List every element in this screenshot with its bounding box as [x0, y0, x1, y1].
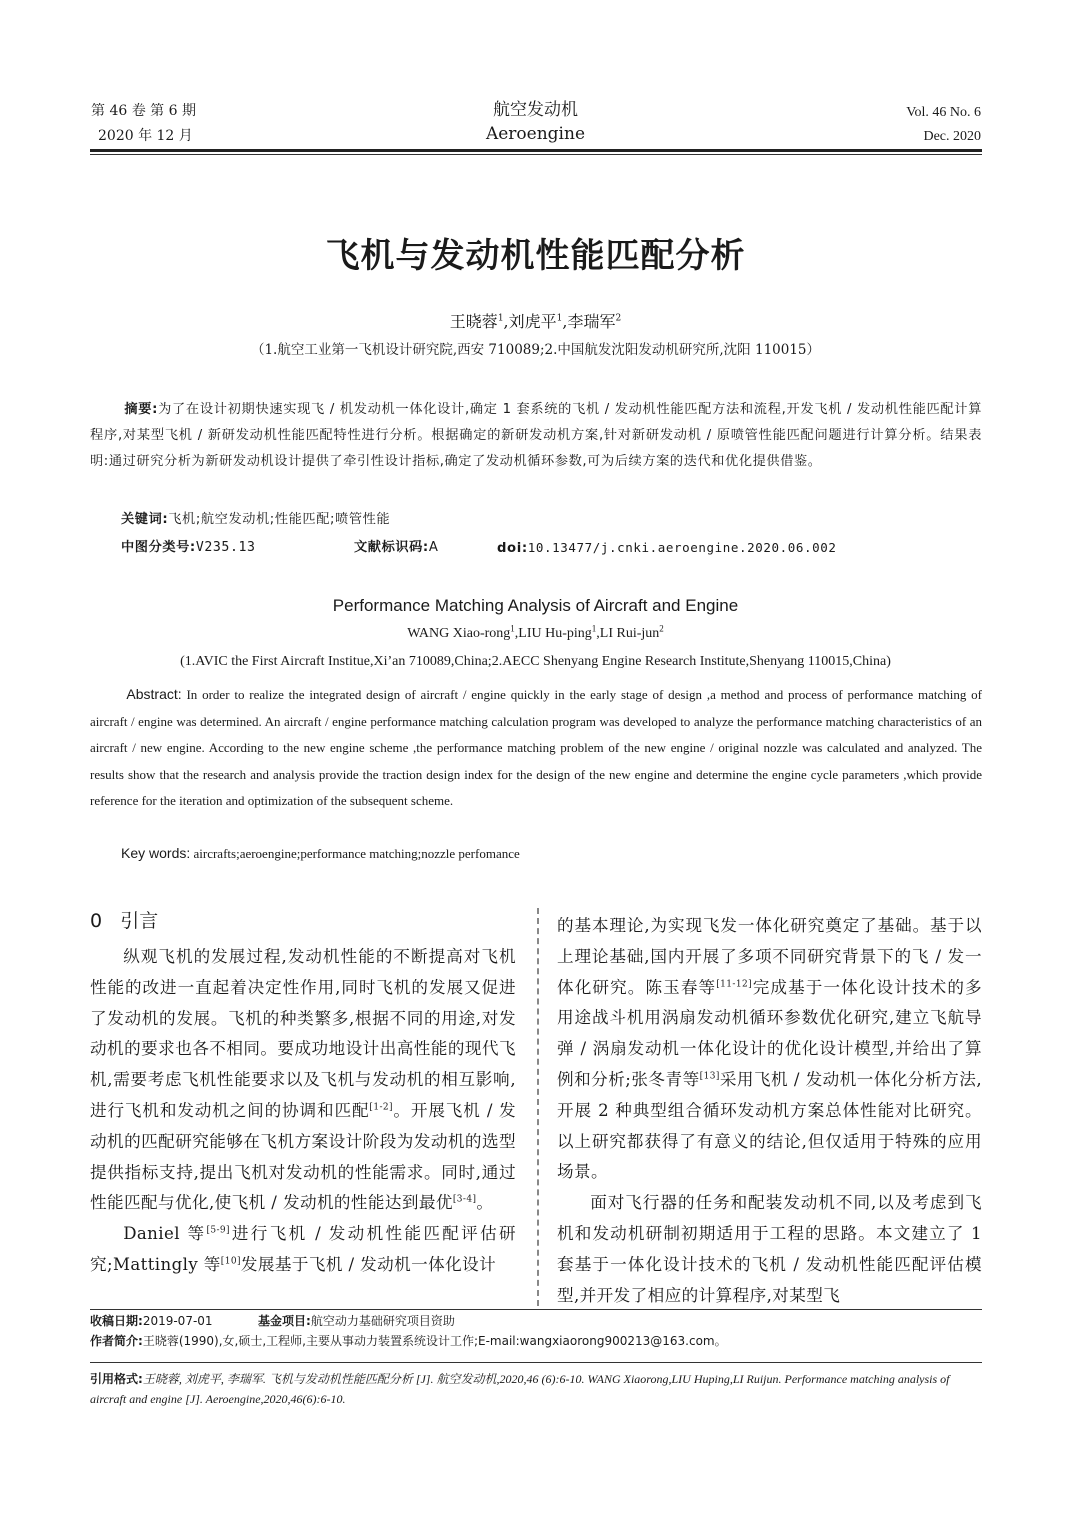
- citation-rule: [90, 1362, 982, 1363]
- body-left-column: [90, 942, 516, 1281]
- affiliations-en: (1.AVIC the First Aircraft Institue,Xi’an 710089,China;2.AECC Shenyang Engine Research Institute,Shenyang 110015,China): [180, 654, 891, 669]
- abstract-en: Abstract: In order to realize the integrated design of aircraft / engine quickly in the early stage of design ,a method and process of performance matching of aircraft / engine was determined. An aircraft / engine performance matching calculation program was developed to analyze the performance matching characteristics of an aircraft / new engine. According to the new engine scheme ,the performance matching problem of the new engine / original nozzle was calculated and analyzed. The results show that the research and analysis provide the traction design index for the design of the new engine and determine the engine cycle parameters ,which provide reference for the iteration and optimization of the subsequent scheme.: [90, 686, 982, 809]
- paragraph: 纵观飞机的发展过程,发动机性能的不断提高对飞机性能的改进一直起着决定性作用,同时飞机的发展又促进了发动机的发展。飞机的种类繁多,根据不同的用途,对发动机的要求也各不相同。要成功地设计出高性能的现代飞机,需要考虑飞机性能要求以及飞机与发动机的相互影响,进行飞机和发动机之间的协调和匹配[1-2]。开展飞机 / 发动机的匹配研究能够在飞机方案设计阶段为发动机的选型提供指标支持,提出飞机对发动机的性能需求。同时,通过性能匹配与优化,使飞机 / 发动机的性能达到最优[3-4]。: [90, 947, 516, 1213]
- abstract-cn: 摘要:为了在设计初期快速实现飞 / 机发动机一体化设计,确定 1 套系统的飞机 / 发动机性能匹配方法和流程,开发飞机 / 发动机性能匹配计算程序,对某型飞机 / 新研发动机性能匹配特性进行分析。根据确定的新研发动机方案,针对新研发动机 / 原喷管性能匹配问题进行计算分析。结果表明:通过研究分析为新研发动机设计提供了牵引性设计指标,确定了发动机循环参数,可为后续方案的迭代和优化提供借鉴。: [90, 402, 982, 469]
- received-date: 收稿日期:2019-07-01: [90, 1314, 213, 1328]
- affiliations-cn: （1.航空工业第一飞机设计研究院,西安 710089;2.中国航发沈阳发动机研究所,沈阳 110015）: [250, 342, 821, 358]
- clc-number: 中图分类号:V235.13: [121, 540, 256, 555]
- paragraph: Daniel 等[5-9]进行飞机 / 发动机性能匹配评估研究;Mattingly 等[10]发展基于飞机 / 发动机一体化设计: [90, 1224, 516, 1274]
- header-rule-thin: [90, 154, 982, 155]
- doi: doi:10.13477/j.cnki.aeroengine.2020.06.002: [497, 540, 837, 556]
- journal-month: Dec. 2020: [923, 129, 981, 144]
- keywords-en: Key words: aircrafts;aeroengine;performance matching;nozzle perfomance: [121, 845, 520, 861]
- journal-volume: Vol. 46 No. 6: [906, 105, 981, 120]
- keywords-cn: 关键词:飞机;航空发动机;性能匹配;喷管性能: [121, 512, 391, 527]
- journal-name-en: Aeroengine: [485, 124, 586, 144]
- citation: 引用格式:王晓蓉, 刘虎平, 李瑞军. 飞机与发动机性能匹配分析 [J]. 航空发动机,2020,46 (6):6-10. WANG Xiaorong,LIU Huping,LI Ruijun. Performance matching analysis of aircraft and engine [J]. Aeroengine,2020,46(6):6-10.: [90, 1372, 950, 1406]
- authors-cn: 王晓蓉$^1$,刘虎平$^1$,李瑞军$^2$: [449, 312, 622, 331]
- paper-title-en: Performance Matching Analysis of Aircraft and Engine: [332, 596, 739, 615]
- authors-en: WANG Xiao-rong$^1$,LIU Hu-ping$^1$,LI Rui-jun$^2$: [407, 623, 664, 641]
- paper-title-cn: 飞机与发动机性能匹配分析: [325, 236, 746, 276]
- fund-info: 基金项目:航空动力基础研究项目资助: [258, 1314, 455, 1328]
- paragraph: 的基本理论,为实现飞发一体化研究奠定了基础。基于以上理论基础,国内开展了多项不同研究背景下的飞 / 发一体化研究。陈玉春等[11-12]完成基于一体化设计技术的多用途战斗机用涡扇发动机循环参数优化研究,建立飞航导弹 / 涡扇发动机一体化设计的优化设计模型,并给出了算例和分析;张冬青等[13]采用飞机 / 发动机一体化分析方法, 开展 2 种典型组合循环发动机方案总体性能对比研究。以上研究都获得了有意义的结论,但仅适用于特殊的应用场景。: [557, 916, 983, 1182]
- paragraph: 面对飞行器的任务和配装发动机不同,以及考虑到飞机和发动机研制初期适用于工程的思路。本文建立了 1 套基于一体化设计技术的飞机 / 发动机性能匹配评估模型,并开发了相应的计算程序,对某型飞: [557, 1193, 982, 1305]
- footnote-rule: [90, 1309, 982, 1310]
- journal-issue: 第 46 卷 第 6 期: [91, 103, 196, 119]
- journal-name-cn: 航空发动机: [493, 100, 578, 120]
- header-rule: [90, 149, 982, 152]
- journal-date: 2020 年 12 月: [98, 128, 193, 144]
- section-heading: 0 引言: [90, 910, 159, 932]
- column-divider: [537, 908, 539, 1306]
- body-right-column: [557, 911, 982, 1311]
- author-bio: 作者简介:王晓蓉(1990),女,硕士,工程师,主要从事动力装置系统设计工作;E-mail:wangxiaorong900213@163.com。: [90, 1334, 727, 1348]
- document-code: 文献标识码:A: [354, 540, 439, 555]
